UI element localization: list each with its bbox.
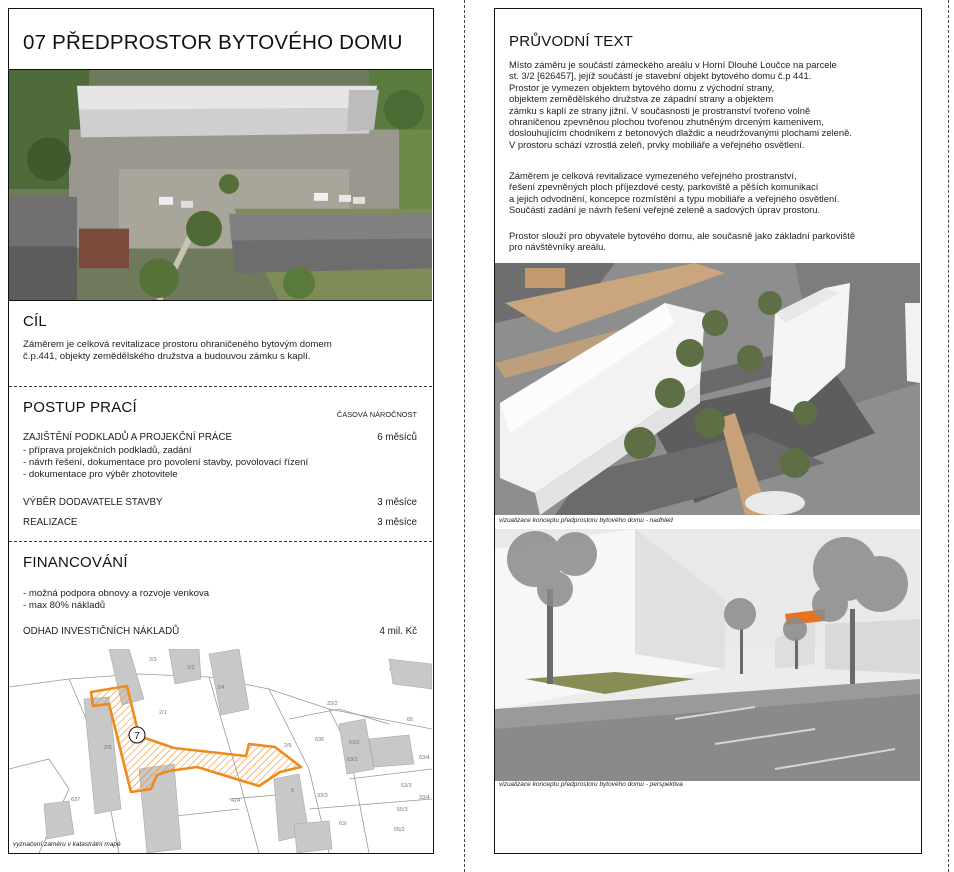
page-separator-2 [948, 0, 949, 872]
project-card [8, 8, 434, 854]
cost-estimate-label: ODHAD INVESTIČNÍCH NÁKLADŮ [23, 626, 180, 637]
goal-text-line-1: Záměrem je celková revitalizace prostoru ohraničeného bytovým domem [23, 339, 332, 350]
text-line: V prostoru schází vzrostlá zeleň, prvky mobiliáře a veřejného osvětlení. [509, 138, 805, 150]
visualization-caption: vizualizace konceptu předprostoru bytového domu - nadhled [499, 517, 673, 524]
funding-bullet: - možná podpora obnovy a rozvoje venkova [23, 588, 210, 599]
work-item-label: ZAJIŠTĚNÍ PODKLADŮ A PROJEKČNÍ PRÁCE [23, 432, 233, 443]
text-line: zámku s kaplí ze strany jižní. V současnosti je prostranství tvořeno volně [509, 104, 811, 116]
parcel-label: 63/4 [419, 755, 430, 761]
cadastral-map [9, 649, 432, 853]
cost-estimate-value: 4 mil. Kč [379, 626, 417, 637]
parcel-label: 2/1 [159, 710, 167, 716]
work-item-duration: 6 měsíců [377, 432, 417, 443]
parcel-label: 2/3 [149, 657, 157, 663]
parcel-label: 63/2 [349, 740, 360, 746]
visualization-caption: vizualizace konceptu předprostoru bytového domu - perspektiva [499, 781, 683, 788]
text-line: Místo záměru je součástí zámeckého areálu v Horní Dlouhé Loučce na parcele [509, 59, 837, 70]
text-line: doslouhujícím chodníkem z betonových dlaždic a neudržovanými plochami zeleně. [509, 127, 852, 139]
parcel-label: 424 [231, 798, 241, 804]
description-paragraph-2 [509, 170, 909, 216]
funding-heading: FINANCOVÁNÍ [23, 554, 128, 571]
visualization-perspective [495, 529, 920, 781]
page-title: 07 PŘEDPROSTOR BYTOVÉHO DOMU [23, 31, 403, 54]
parcel-label: 33/3 [317, 793, 328, 799]
parcel-label: 2/6 [284, 743, 292, 749]
page-separator-1 [464, 0, 465, 872]
work-item-label: REALIZACE [23, 517, 78, 528]
parcel-label: 63/3 [401, 783, 412, 789]
parcel-label: 2/2 [187, 665, 195, 671]
parcel-label: 55/2 [394, 827, 405, 833]
parcel-label: 65 [407, 717, 414, 723]
parcel-label: 636 [315, 737, 325, 743]
description-paragraph-3 [509, 230, 909, 253]
parcel-label: 63/1 [347, 757, 358, 763]
work-item-duration: 3 měsíce [377, 497, 417, 508]
text-line: Záměrem je celková revitalizace vymezeného veřejného prostranství, [509, 170, 797, 181]
funding-bullet: - max 80% nákladů [23, 600, 106, 611]
visualization-aerial [495, 263, 920, 515]
work-item-sub: - návrh řešení, dokumentace pro povolení stavby, povolovací řízení [23, 457, 309, 468]
goal-heading: CÍL [23, 313, 47, 330]
description-paragraph-1 [509, 59, 909, 150]
text-line: Součástí zadání je návrh řešení veřejné zeleně a sadových úprav prostoru. [509, 204, 821, 216]
work-item-sub: - dokumentace pro výběr zhotovitele [23, 469, 178, 480]
divider [9, 386, 432, 387]
text-line: řešení zpevněných ploch příjezdové cesty, parkoviště a pěších komunikací [509, 181, 819, 193]
text-line: st. 3/2 [626457], jejíž součástí je stavební objekt bytového domu č.p 441. [509, 70, 812, 82]
text-line: Prostor je vymezen objektem bytového domu z východní strany, [509, 81, 775, 93]
work-item-label: VÝBĚR DODAVATELE STAVBY [23, 497, 163, 508]
parcel-label: 55/3 [397, 807, 408, 813]
parcel-label: 2/4 [217, 685, 225, 691]
parcel-label: 2/5 [104, 745, 112, 751]
text-line: objektem zemědělského družstva ze západní strany a objektem [509, 93, 774, 105]
text-line: a jejich odvodnění, koncepce rozmístění a typu mobiliáře a veřejného osvětlení. [509, 192, 840, 204]
work-plan-heading: POSTUP PRACÍ [23, 399, 137, 416]
work-item-sub: - příprava projekčních podkladů, zadání [23, 445, 192, 456]
parcel-label: 33/2 [327, 701, 338, 707]
parcel-label: 63/ [339, 821, 347, 827]
parcel-label: 637 [71, 797, 81, 803]
parcel-label: 5 [291, 788, 295, 794]
text-line: Prostor slouží pro obyvatele bytového domu, ale současně jako základní parkoviště [509, 230, 856, 241]
map-marker-number: 7 [134, 731, 140, 742]
divider [9, 541, 432, 542]
text-line: pro návštěvníky areálu. [509, 241, 606, 253]
time-requirement-header: ČASOVÁ NÁROČNOST [336, 410, 417, 419]
parcel-label: 33/4 [419, 795, 430, 801]
aerial-photo [9, 69, 432, 301]
description-heading: PRŮVODNÍ TEXT [509, 33, 634, 50]
goal-text-line-2: č.p.441, objekty zemědělského družstva a budouvou zámku s kaplí. [23, 351, 311, 362]
work-item-duration: 3 měsíce [377, 517, 417, 528]
text-line: ohraničenou zpevněnou plochou tvořenou zhutněným drceným kamenivem, [509, 116, 824, 128]
description-card [494, 8, 922, 854]
map-caption: vyznačení záměru v katastrální mapě [13, 841, 121, 848]
